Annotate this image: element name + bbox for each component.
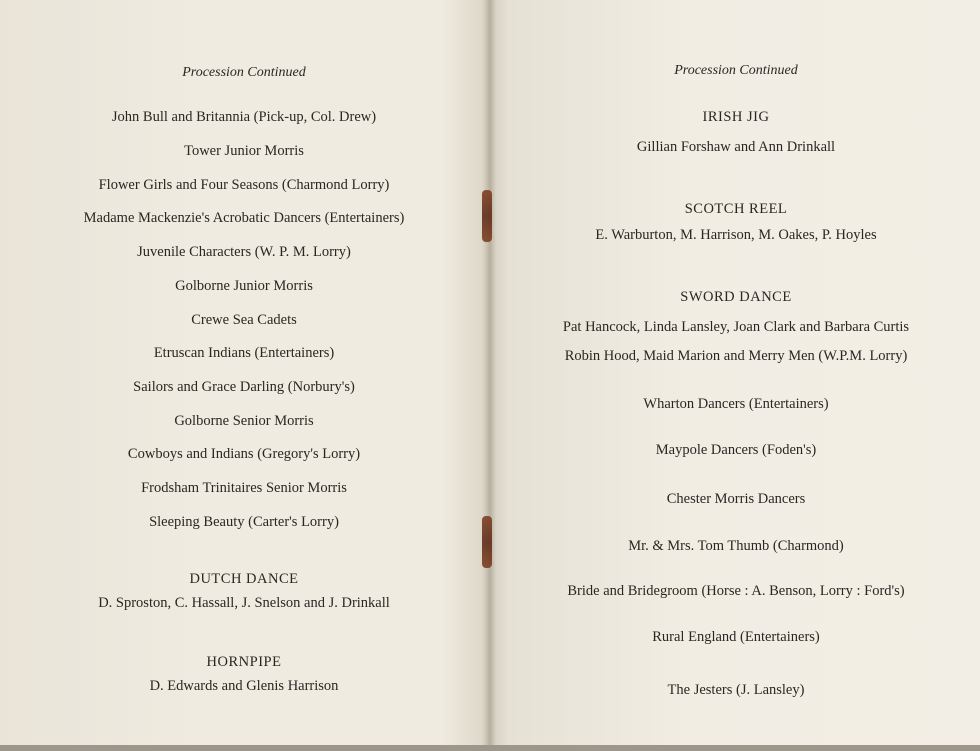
hornpipe-performers: D. Edwards and Glenis Harrison — [149, 678, 339, 694]
hornpipe-title: HORNPIPE — [206, 654, 282, 670]
procession-item: Rural England (Entertainers) — [652, 629, 820, 645]
procession-item: Sleeping Beauty (Carter's Lorry) — [149, 514, 339, 530]
procession-item: Frodsham Trinitaires Senior Morris — [141, 480, 347, 496]
procession-item: Golborne Junior Morris — [175, 278, 313, 294]
procession-item: Flower Girls and Four Seasons (Charmond Lorry) — [98, 177, 390, 193]
left-page — [0, 0, 488, 751]
procession-item: Etruscan Indians (Entertainers) — [153, 345, 335, 361]
procession-item: Sailors and Grace Darling (Norbury's) — [133, 379, 355, 395]
irish-jig-performers: Gillian Forshaw and Ann Drinkall — [636, 139, 836, 155]
procession-item: The Jesters (J. Lansley) — [667, 682, 805, 698]
procession-item: Madame Mackenzie's Acrobatic Dancers (Entertainers) — [83, 210, 405, 226]
right-page — [492, 0, 980, 751]
dutch-dance-performers: D. Sproston, C. Hassall, J. Snelson and J. Drinkall — [98, 595, 390, 611]
left-page-heading: Procession Continued — [182, 65, 306, 80]
procession-item: Robin Hood, Maid Marion and Merry Men (W.P.M. Lorry) — [564, 348, 908, 364]
procession-item: Chester Morris Dancers — [666, 491, 806, 507]
right-page-heading: Procession Continued — [674, 63, 798, 78]
procession-item: Juvenile Characters (W. P. M. Lorry) — [137, 244, 351, 260]
sword-dance-performers: Pat Hancock, Linda Lansley, Joan Clark and Barbara Curtis — [562, 319, 910, 335]
irish-jig-title: IRISH JIG — [702, 109, 770, 125]
page-bottom-edge — [0, 745, 980, 751]
scotch-reel-title: SCOTCH REEL — [684, 201, 788, 217]
procession-item: Bride and Bridegroom (Horse : A. Benson, Lorry : Ford's) — [567, 583, 905, 599]
procession-item: Golborne Senior Morris — [174, 413, 314, 429]
procession-item: John Bull and Britannia (Pick-up, Col. Drew) — [111, 109, 377, 125]
scotch-reel-performers: E. Warburton, M. Harrison, M. Oakes, P. Hoyles — [595, 227, 877, 243]
procession-item: Crewe Sea Cadets — [191, 312, 297, 328]
procession-item: Cowboys and Indians (Gregory's Lorry) — [127, 446, 361, 462]
sword-dance-title: SWORD DANCE — [680, 289, 792, 305]
procession-item: Tower Junior Morris — [184, 143, 304, 159]
procession-item: Mr. & Mrs. Tom Thumb (Charmond) — [628, 538, 844, 554]
procession-item: Wharton Dancers (Entertainers) — [643, 396, 829, 412]
dutch-dance-title: DUTCH DANCE — [189, 571, 299, 587]
procession-item: Maypole Dancers (Foden's) — [655, 442, 817, 458]
